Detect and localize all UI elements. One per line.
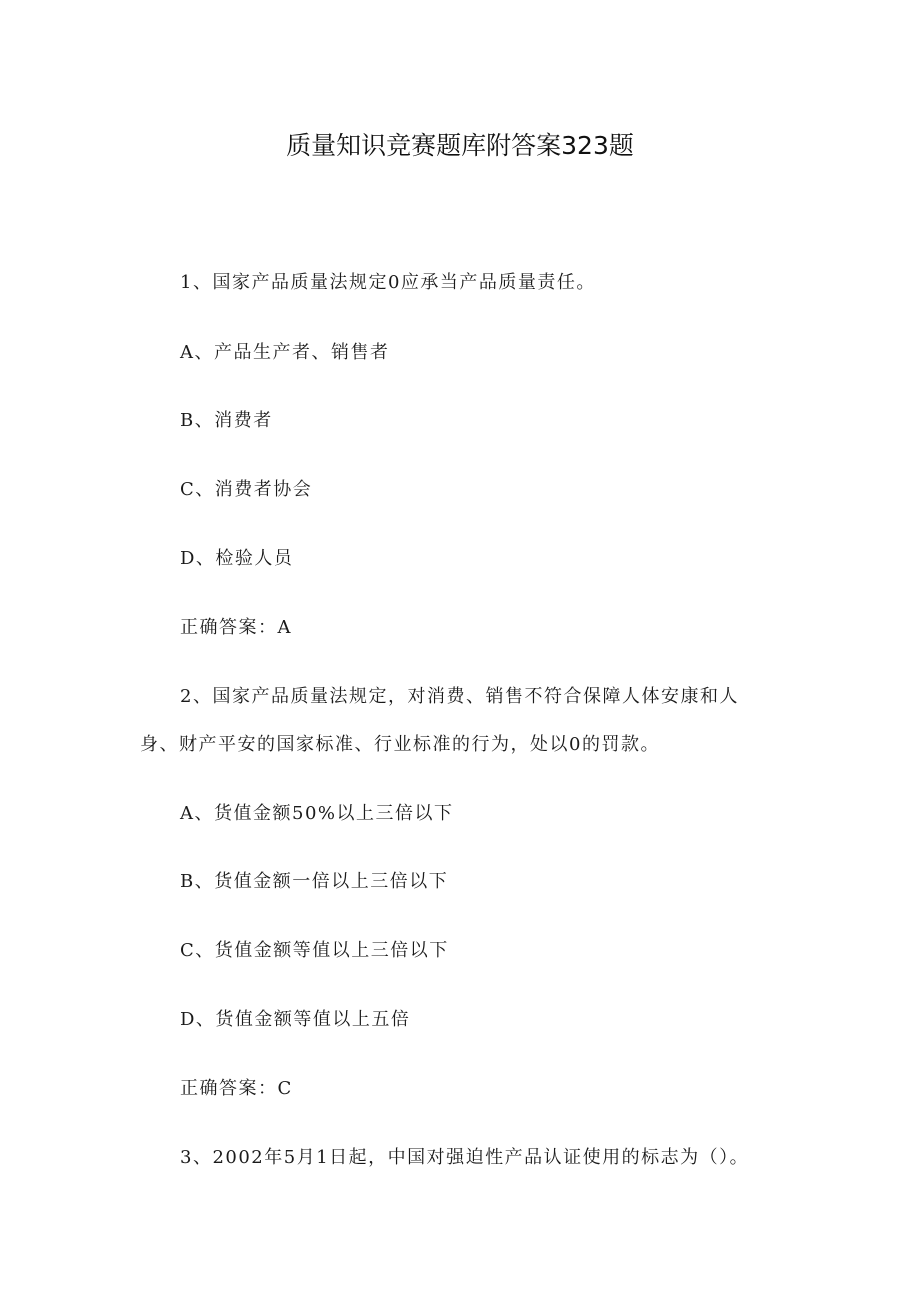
question-2-option-c: C、货值金额等值以上三倍以下 <box>180 940 449 961</box>
question-3-stem: 3、2002年5月1日起，中国对强迫性产品认证使用的标志为（）。 <box>180 1147 750 1168</box>
question-1-option-c: C、消费者协会 <box>180 479 313 500</box>
question-2-option-a: A、货值金额50%以上三倍以下 <box>180 803 454 824</box>
document-title: 质量知识竞赛题库附答案323题 <box>286 131 634 160</box>
question-1-stem: 1、国家产品质量法规定0应承当产品质量责任。 <box>180 272 596 293</box>
question-1-option-a: A、产品生产者、销售者 <box>180 342 390 363</box>
question-2-stem-line-1: 2、国家产品质量法规定，对消费、销售不符合保障人体安康和人 <box>180 686 739 707</box>
question-1-answer: 正确答案：A <box>180 617 292 638</box>
question-2-stem-line-2: 身、财产平安的国家标准、行业标准的行为，处以0的罚款。 <box>140 734 660 755</box>
question-1-option-b: B、消费者 <box>180 410 273 431</box>
question-2-option-b: B、货值金额一倍以上三倍以下 <box>180 871 449 892</box>
question-2-answer: 正确答案：C <box>180 1078 293 1099</box>
question-2-option-d: D、货值金额等值以上五倍 <box>180 1009 411 1030</box>
question-1-option-d: D、检验人员 <box>180 548 294 569</box>
